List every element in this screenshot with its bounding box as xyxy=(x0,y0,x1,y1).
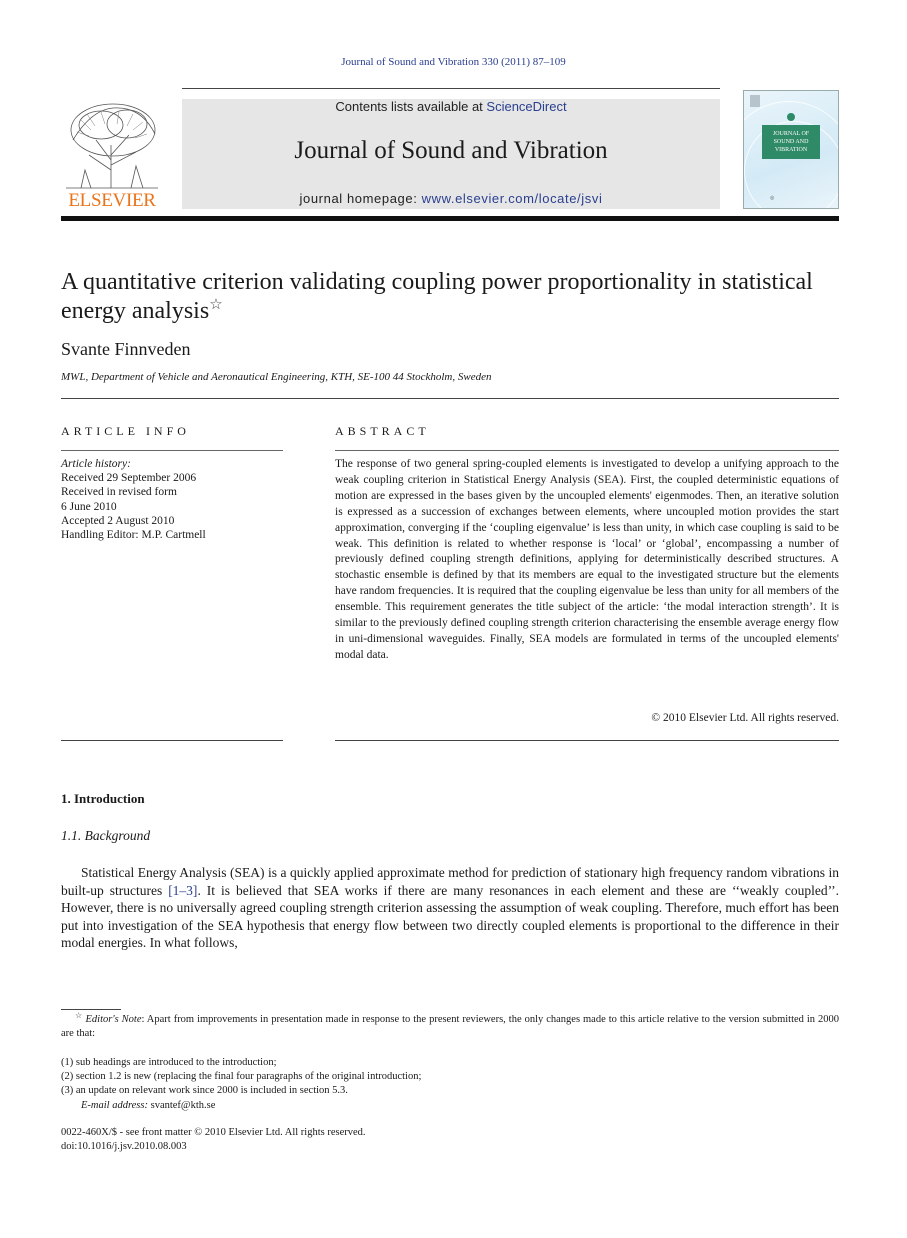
footnote-item: (1) sub headings are introduced to the introduction; xyxy=(61,1057,277,1068)
abstract-text: The response of two general spring-coupled elements is investigated to develop a unifying approach to the weak coupling criterion in Statistical Energy Analysis (SEA). First, the coupled deterministic equations of motion are expressed in the bases given by the uncoupled elements' eigenmodes. Then, an iterative solution is expressed as a succession of exchanges between elements, where uncoupled motion provides the start approximation, converging if the ‘coupling eigenvalue’ is less than unity, in which case coupling is said to be weak. This definition is related to whether response is ‘local’ or ‘global’, encompassing a number of previously defined coupling strength definitions, applying for deterministically described structures. A stochastic ensemble is defined by that its members are equal to the investigated structure but the elements have random frequencies. It is required that the coupling eigenvalue be less than unity for all members of the ensemble. This requirement generates the title subject of the article: ‘the modal interaction strength’. It is similar to the previously defined coupling strength criterion characterising the ensemble average energy flow in uni-dimensional waveguides. Finally, SEA models are formulated in terms of the uncoupled elements' modal data. xyxy=(335,458,839,661)
cover-sciencedirect-mark: ◎ xyxy=(770,195,775,201)
journal-citation[interactable]: Journal of Sound and Vibration 330 (2011) 87–109 xyxy=(341,56,566,68)
abstract-end-rule xyxy=(335,740,839,741)
abstract-copyright: © 2010 Elsevier Ltd. All rights reserved. xyxy=(651,712,839,724)
article-title-text: A quantitative criterion validating coupling power proportionality in statistical energy analysis xyxy=(61,269,813,324)
homepage-link[interactable]: www.elsevier.com/locate/jsvi xyxy=(421,191,603,206)
history-line: Received 29 September 2006 xyxy=(61,472,197,485)
cover-badge-icon xyxy=(787,113,795,121)
header-thick-rule xyxy=(61,216,839,221)
homepage-prefix: journal homepage: xyxy=(299,191,422,206)
author-affiliation: MWL, Department of Vehicle and Aeronautical Engineering, KTH, SE-100 44 Stockholm, Sweden xyxy=(61,371,492,383)
article-info-end-rule xyxy=(61,740,283,741)
footnote-rule xyxy=(61,1009,121,1010)
editors-note-label: Editor's Note xyxy=(85,1014,142,1025)
email-label: E-mail address: xyxy=(81,1099,148,1111)
cover-mini-logo xyxy=(750,95,760,107)
article-info-rule xyxy=(61,450,283,451)
footnote-list xyxy=(61,1056,839,1113)
journal-banner xyxy=(182,99,720,209)
history-line: Received in revised form xyxy=(61,486,177,499)
issn-line: 0022-460X/$ - see front matter © 2010 Elsevier Ltd. All rights reserved. xyxy=(61,1127,366,1138)
header-top-rule xyxy=(182,88,720,89)
section-heading-introduction: 1. Introduction xyxy=(61,791,145,806)
abstract-rule xyxy=(335,450,839,451)
paragraph-text: Statistical Energy Analysis (SEA) is a quickly applied approximate method for prediction of stationary high frequency random vibrations in built-up structures xyxy=(61,865,839,898)
history-line: Handling Editor: M.P. Cartmell xyxy=(61,529,206,542)
reference-link[interactable]: [1–3] xyxy=(168,882,198,898)
tree-icon xyxy=(61,100,163,192)
paragraph-text: . It is believed that SEA works if there are many resonances in each element and these are ‘‘weakly coupled’’. However, there is no universally agreed coupling strength criterion assessing the assumption of weak coupling. Therefore, much effort has been put into investigation of the SEA hypothesis that energy flow between two directly coupled elements is proportional to the difference in their modal energies. In what follows, xyxy=(61,882,839,951)
section-divider xyxy=(61,398,839,399)
article-info-heading: ARTICLE INFO xyxy=(61,424,190,438)
contents-line xyxy=(182,99,720,114)
author-name: Svante Finnveden xyxy=(61,339,191,359)
doi-line[interactable]: doi:10.1016/j.jsv.2010.08.003 xyxy=(61,1141,187,1153)
homepage-line xyxy=(182,191,720,206)
journal-cover-thumbnail[interactable] xyxy=(743,90,839,209)
intro-paragraph xyxy=(61,864,839,952)
sciencedirect-link[interactable]: ScienceDirect xyxy=(486,99,567,114)
history-line: Accepted 2 August 2010 xyxy=(61,514,175,527)
history-label: Article history: xyxy=(61,458,131,470)
elsevier-wordmark: ELSEVIER xyxy=(68,190,156,211)
title-footnote-mark[interactable]: ☆ xyxy=(209,297,223,313)
editors-note-footnote xyxy=(61,1010,840,1041)
article-history xyxy=(61,457,283,542)
email-address[interactable]: svantef@kth.se xyxy=(150,1099,216,1111)
front-matter xyxy=(61,1126,366,1154)
editors-note-text: : Apart from improvements in presentation made in response to the present reviewers, the only changes made to this article relative to the version submitted in 2000 are that: xyxy=(61,1014,840,1040)
footnote-star-mark: ☆ xyxy=(75,1010,83,1020)
elsevier-logo[interactable] xyxy=(61,100,163,210)
footnote-item: (2) section 1.2 is new (replacing the final four paragraphs of the original introduction; xyxy=(61,1071,422,1083)
email-line xyxy=(61,1099,839,1113)
contents-prefix: Contents lists available at xyxy=(335,99,487,114)
cover-title-block: JOURNAL OF SOUND AND VIBRATION xyxy=(762,125,820,159)
abstract-heading: ABSTRACT xyxy=(335,424,430,438)
footnote-item: (3) an update on relevant work since 2000 is included in section 5.3. xyxy=(61,1085,348,1097)
article-title xyxy=(61,268,839,326)
journal-title: Journal of Sound and Vibration xyxy=(294,137,608,164)
subsection-heading-background: 1.1. Background xyxy=(61,828,151,843)
history-line: 6 June 2010 xyxy=(61,500,117,513)
